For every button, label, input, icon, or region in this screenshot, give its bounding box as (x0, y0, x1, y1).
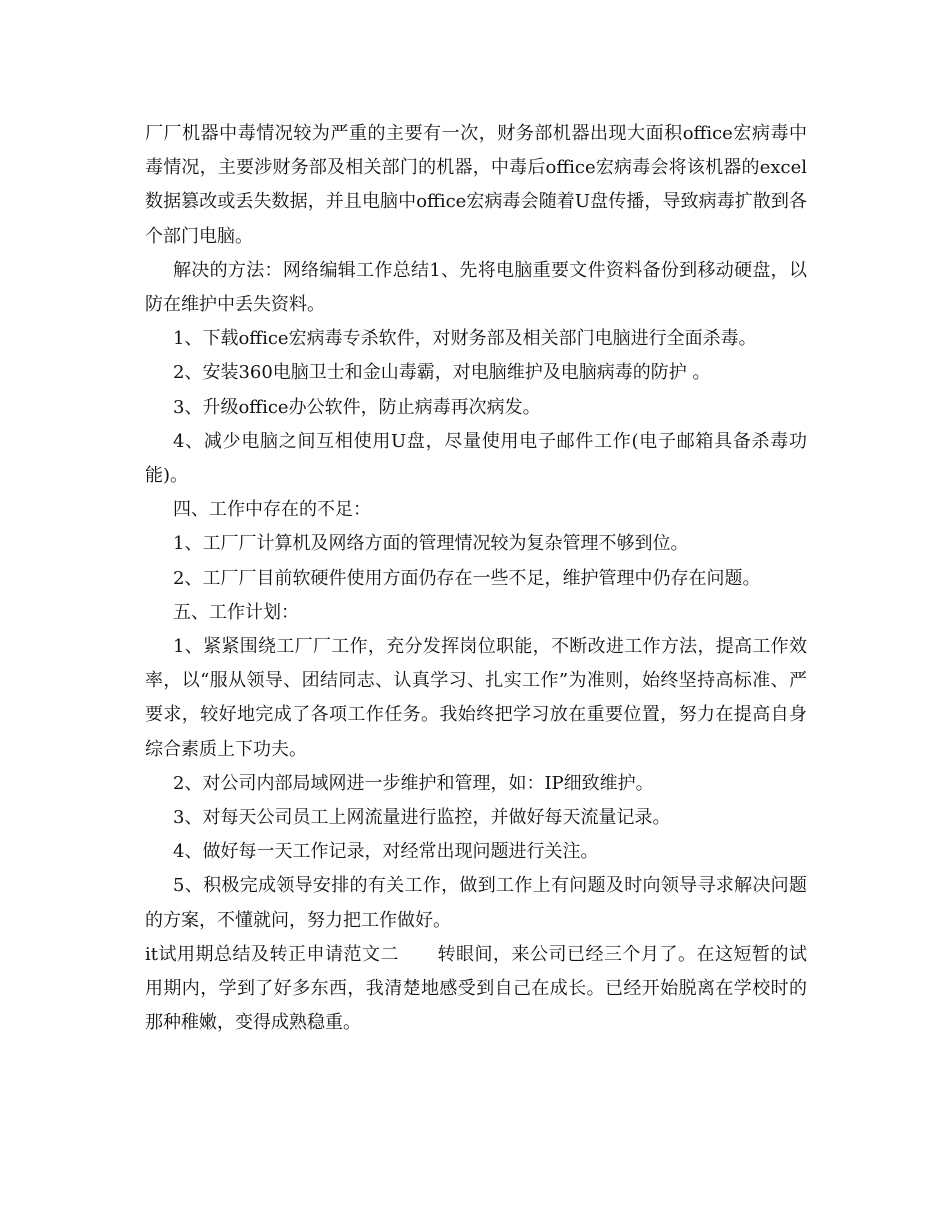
paragraph-plan-3: 3、对每天公司员工上网流量进行监控，并做好每天流量记录。 (173, 807, 671, 829)
paragraph-solution-step-2: 2、安装360电脑卫士和金山毒霸，对电脑维护及电脑病毒的防护 。 (173, 362, 711, 384)
paragraph-plan-4: 4、做好每一天工作记录，对经常出现问题进行关注。 (173, 841, 599, 863)
section-body: 转眼间，来公司已经三个月了。在这短暂的试用期内，学到了好多东西，我清楚地感受到自己在成长。已经开始脱离在学校时的那种稚嫩，变得成熟稳重。 (145, 943, 807, 1034)
paragraph-solution-step-4: 4、减少电脑之间互相使用U盘，尽量使用电子邮件工作(电子邮箱具备杀毒功能)。 (145, 430, 807, 487)
paragraph-shortcoming-1: 1、工厂厂计算机及网络方面的管理情况较为复杂管理不够到位。 (173, 533, 689, 555)
paragraph-solution-step-3: 3、升级office办公软件，防止病毒再次病发。 (173, 396, 541, 418)
paragraph-plan-2: 2、对公司内部局域网进一步维护和管理，如：IP细致维护。 (173, 772, 654, 794)
paragraph-solution: 解决的方法：网络编辑工作总结1、先将电脑重要文件资料备份到移动硬盘，以防在维护中丢失资料。 (145, 259, 807, 316)
section-title: it试用期总结及转正申请范文二 (145, 943, 399, 965)
heading-shortcomings: 四、工作中存在的不足： (173, 499, 371, 521)
document-body (145, 117, 807, 1040)
paragraph-plan-1: 1、紧紧围绕工厂厂工作，充分发挥岗位职能，不断改进工作方法，提高工作效率，以“服从领导、团结同志、认真学习、扎实工作”为准则，始终坚持高标准、严要求，较好地完成了各项工作任务。我始终把学习放在重要位置，努力在提高自身综合素质上下功夫。 (145, 636, 807, 760)
paragraph-virus-incident: 厂厂机器中毒情况较为严重的主要有一次，财务部机器出现大面积office宏病毒中毒情况，主要涉财务部及相关部门的机器，中毒后office宏病毒会将该机器的excel数据篡改或丢失数据，并且电脑中office宏病毒会随着U盘传播，导致病毒扩散到各个部门电脑。 (145, 123, 807, 247)
paragraph-solution-step-1: 1、下载office宏病毒专杀软件，对财务部及相关部门电脑进行全面杀毒。 (173, 328, 757, 350)
paragraph-plan-5: 5、积极完成领导安排的有关工作，做到工作上有问题及时向领导寻求解决问题的方案，不懂就问，努力把工作做好。 (145, 875, 807, 931)
heading-work-plan: 五、工作计划： (173, 601, 299, 623)
paragraph-shortcoming-2: 2、工厂厂目前软硬件使用方面仍存在一些不足，维护管理中仍存在问题。 (173, 567, 761, 589)
paragraph-section-two (145, 938, 807, 1041)
